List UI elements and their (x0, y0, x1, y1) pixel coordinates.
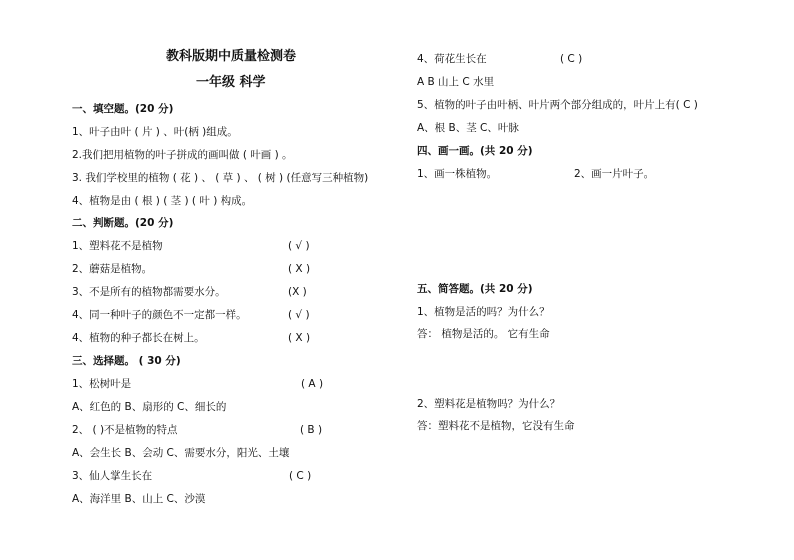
draw-question-1: 1、画一株植物。 (417, 168, 498, 180)
judge-question-2: 2、蘑菇是植物。 (72, 263, 153, 275)
choice-question-1: 1、松树叶是 (72, 378, 132, 390)
fill-question-2: 2.我们把用植物的叶子拼成的画叫做 ( 叶画 ) 。 (72, 149, 293, 161)
exam-title: 教科版期中质量检测卷 (166, 49, 297, 64)
choice-answer-2: ( B ) (300, 424, 323, 436)
choice-options-5: A、根 B、茎 C、叶脉 (417, 122, 519, 134)
fill-question-3: 3. 我们学校里的植物 ( 花 ) 、 ( 草 ) 、 ( 树 ) (任意写三种植物) (72, 172, 369, 184)
exam-subtitle: 一年级 科学 (196, 75, 266, 90)
choice-options-2: A、会生长 B、会动 C、需要水分，阳光、土壤 (72, 447, 290, 459)
choice-answer-1: ( A ) (301, 378, 324, 390)
choice-options-4: A B 山上 C 水里 (417, 76, 495, 88)
judge-answer-3: (X ) (288, 286, 307, 298)
short-question-1: 1、植物是活的吗？为什么？ (417, 306, 550, 318)
choice-options-3: A、海洋里 B、山上 C、沙漠 (72, 493, 206, 505)
choice-question-4: 4、荷花生长在 (417, 53, 487, 65)
draw-question-2: 2、画一片叶子。 (574, 168, 655, 180)
section1-heading: 一、填空题。(20 分) (72, 103, 174, 115)
judge-question-5: 4、植物的种子都长在树上。 (72, 332, 205, 344)
choice-answer-3: ( C ) (289, 470, 312, 482)
short-answer-1: 答： 植物是活的。 它有生命 (417, 328, 550, 340)
judge-question-4: 4、同一种叶子的颜色不一定都一样。 (72, 309, 247, 321)
short-answer-2: 答：塑料花不是植物，它没有生命 (417, 420, 575, 432)
choice-question-3: 3、仙人掌生长在 (72, 470, 153, 482)
section4-heading: 四、画一画。(共 20 分) (417, 145, 533, 157)
fill-question-1: 1、叶子由叶 ( 片 ) 、叶(柄 )组成。 (72, 126, 238, 138)
section3-heading: 三、选择题。 ( 30 分) (72, 355, 181, 367)
choice-answer-4: ( C ) (560, 53, 583, 65)
short-question-2: 2、塑料花是植物吗？为什么？ (417, 398, 561, 410)
choice-options-1: A、红色的 B、扇形的 C、细长的 (72, 401, 227, 413)
section2-heading: 二、判断题。(20 分) (72, 217, 174, 229)
section5-heading: 五、简答题。(共 20 分) (417, 283, 533, 295)
judge-answer-2: ( X ) (288, 263, 311, 275)
judge-answer-4: ( √ ) (288, 309, 310, 321)
judge-answer-1: ( √ ) (288, 240, 310, 252)
judge-question-1: 1、塑料花不是植物 (72, 240, 163, 252)
fill-question-4: 4、植物是由 ( 根 ) ( 茎 ) ( 叶 ) 构成。 (72, 195, 253, 207)
choice-question-2: 2、 ( )不是植物的特点 (72, 424, 178, 436)
judge-question-3: 3、不是所有的植物都需要水分。 (72, 286, 226, 298)
judge-answer-5: ( X ) (288, 332, 311, 344)
choice-question-5: 5、植物的叶子由叶柄、叶片两个部分组成的，叶片上有( C ) (417, 99, 698, 111)
